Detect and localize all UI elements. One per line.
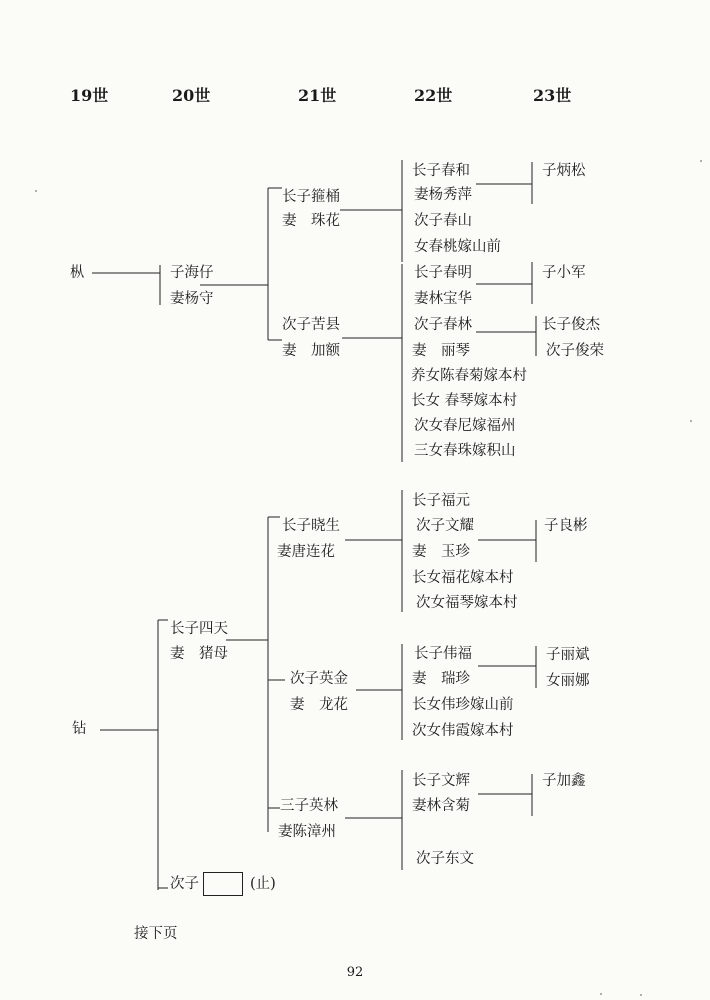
scan-speck [700, 160, 702, 162]
descendant-name: 长女伟珍嫁山前 [412, 697, 514, 713]
spouse-name: 妻 加额 [282, 343, 340, 359]
descendant-name: 次子春山 [414, 213, 472, 229]
son-name: 次子英金 [290, 671, 348, 687]
descendant-name: 长女 春琴嫁本村 [411, 393, 518, 409]
descendant-name: 妻林含菊 [412, 798, 470, 814]
son-name: 次子苦县 [282, 317, 340, 333]
descendant-name: 妻杨秀萍 [414, 187, 472, 203]
son-name: 子海仔 [170, 265, 214, 281]
continue-next-page-note: 接下页 [134, 926, 178, 942]
descendant-name: 次子春林 [414, 317, 472, 333]
grandson-name: 次子俊荣 [546, 343, 604, 359]
descendant-name: 长子春和 [412, 163, 470, 179]
descendant-name: 次女伟霞嫁本村 [412, 723, 514, 739]
root-name: 钻 [72, 721, 87, 737]
descendant-name: 妻 瑞珍 [412, 671, 470, 687]
grandson-name: 子丽斌 [546, 647, 590, 663]
page-number: 92 [346, 965, 364, 980]
generation-header-23: 23世 [533, 86, 572, 105]
spouse-name: 妻 猪母 [170, 646, 228, 662]
generation-header-22: 22世 [414, 86, 453, 105]
scan-speck [640, 994, 642, 996]
descendant-name: 妻 丽琴 [412, 343, 470, 359]
grandson-name: 长子俊杰 [542, 317, 600, 333]
descendant-name: 次女春尼嫁福州 [414, 418, 516, 434]
grandson-name: 子良彬 [544, 518, 588, 534]
grandson-name: 子小军 [542, 265, 586, 281]
scan-speck [600, 993, 602, 995]
blank-name-box [203, 872, 243, 896]
descendant-name: 养女陈春菊嫁本村 [411, 368, 527, 384]
descendant-name: 长子春明 [414, 265, 472, 281]
descendant-name: 三女春珠嫁积山 [414, 443, 516, 459]
grandson-name: 女丽娜 [546, 673, 590, 689]
son-name: 三子英林 [280, 798, 338, 814]
spouse-name: 妻唐连花 [277, 544, 335, 560]
descendant-name: 次女福琴嫁本村 [416, 595, 518, 611]
descendant-name: 女春桃嫁山前 [414, 239, 501, 255]
spouse-name: 妻陈漳州 [278, 824, 336, 840]
descendant-name: 次子东文 [416, 851, 474, 867]
descendant-name: 长子文辉 [412, 773, 470, 789]
son-name: 长子箍桶 [282, 189, 340, 205]
generation-header-19: 19世 [70, 86, 109, 105]
descendant-name: 长子福元 [412, 493, 470, 509]
root-name: 枞 [70, 265, 85, 281]
scan-speck [690, 420, 692, 422]
descendant-name: 妻林宝华 [414, 291, 472, 307]
lineage-ended-note: (止) [250, 876, 276, 892]
descendant-name: 长子伟福 [414, 646, 472, 662]
spouse-name: 妻 珠花 [282, 213, 340, 229]
grandson-name: 子炳松 [542, 163, 586, 179]
descendant-name: 次子文耀 [416, 518, 474, 534]
spouse-name: 妻 龙花 [290, 697, 348, 713]
spouse-name: 妻杨守 [170, 291, 214, 307]
descendant-name: 长女福花嫁本村 [412, 570, 514, 586]
scan-speck [35, 190, 37, 192]
son-name: 次子 [170, 876, 199, 892]
generation-header-20: 20世 [172, 86, 211, 105]
son-name: 长子晓生 [282, 518, 340, 534]
son-name: 长子四天 [170, 621, 228, 637]
generation-header-21: 21世 [298, 86, 337, 105]
descendant-name: 妻 玉珍 [412, 544, 470, 560]
grandson-name: 子加鑫 [542, 773, 586, 789]
